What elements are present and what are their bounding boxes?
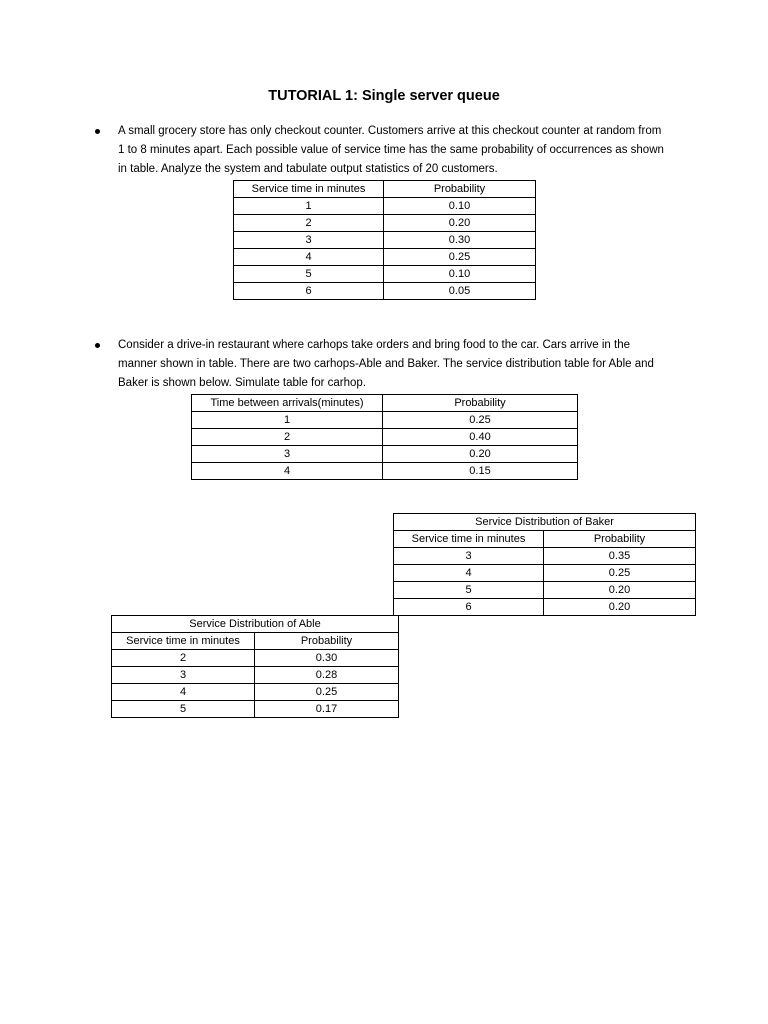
table-row <box>234 198 536 215</box>
table-row <box>192 429 578 446</box>
table-cell: 0.05 <box>384 283 536 300</box>
table-row <box>394 599 696 616</box>
table-cell: 3 <box>394 548 544 565</box>
table-row <box>192 463 578 480</box>
table-row <box>192 446 578 463</box>
table-cell: 3 <box>192 446 383 463</box>
table-row <box>112 667 399 684</box>
table-header-row <box>394 531 696 548</box>
table-header-row <box>192 395 578 412</box>
table-cell: 2 <box>234 215 384 232</box>
table-cell: 0.15 <box>383 463 578 480</box>
problem-1 <box>95 122 665 179</box>
header-cell: Service time in minutes <box>234 181 384 198</box>
header-cell: Probability <box>544 531 696 548</box>
table-row <box>394 548 696 565</box>
service-time-table <box>233 180 536 300</box>
table-row <box>112 701 399 718</box>
table-cell: 6 <box>394 599 544 616</box>
bullet-icon <box>95 129 100 134</box>
header-cell: Time between arrivals(minutes) <box>192 395 383 412</box>
table-cell: 2 <box>112 650 255 667</box>
table-row <box>112 650 399 667</box>
problem-1-text: A small grocery store has only checkout counter. Customers arrive at this checkout counter at random from 1 to 8 minutes apart. Each possible value of service time has the same probability of occurrences as shown in table. Analyze the system and tabulate output statistics of 20 customers. <box>118 125 664 175</box>
able-service-table <box>111 615 399 718</box>
table-cell: 0.30 <box>384 232 536 249</box>
table-cell: 0.17 <box>255 701 399 718</box>
table-cell: 1 <box>234 198 384 215</box>
table-cell: 1 <box>192 412 383 429</box>
table-cell: 0.25 <box>384 249 536 266</box>
bullet-icon <box>95 343 100 348</box>
table-cell: 5 <box>112 701 255 718</box>
header-cell: Service time in minutes <box>112 633 255 650</box>
table-cell: 0.10 <box>384 198 536 215</box>
table-header-row <box>234 181 536 198</box>
table-cell: 0.25 <box>255 684 399 701</box>
table-row <box>234 283 536 300</box>
table-cell: 5 <box>234 266 384 283</box>
table-row <box>234 266 536 283</box>
table-row <box>394 565 696 582</box>
table-cell: 0.20 <box>544 582 696 599</box>
table-cell: 4 <box>234 249 384 266</box>
problem-2-text: Consider a drive-in restaurant where carhops take orders and bring food to the car. Cars arrive in the manner shown in table. There are two carhops-Able and Baker. The service distribution table for Able and Baker is shown below. Simulate table for carhop. <box>118 339 654 389</box>
table-cell: 4 <box>192 463 383 480</box>
table-cell: 4 <box>394 565 544 582</box>
table-row <box>234 249 536 266</box>
table-cell: 5 <box>394 582 544 599</box>
table-row <box>394 582 696 599</box>
table-cell: 3 <box>234 232 384 249</box>
table-cell: 0.20 <box>544 599 696 616</box>
table-row <box>112 684 399 701</box>
table-caption: Service Distribution of Able <box>112 616 399 633</box>
table-cell: 4 <box>112 684 255 701</box>
table-header-row <box>112 633 399 650</box>
table-cell: 0.10 <box>384 266 536 283</box>
table-cell: 0.30 <box>255 650 399 667</box>
table-row <box>192 412 578 429</box>
table-caption-row <box>394 514 696 531</box>
table-cell: 0.25 <box>383 412 578 429</box>
arrivals-table <box>191 394 578 480</box>
table-caption: Service Distribution of Baker <box>394 514 696 531</box>
table-cell: 0.20 <box>383 446 578 463</box>
page-title: TUTORIAL 1: Single server queue <box>268 88 500 104</box>
table-cell: 3 <box>112 667 255 684</box>
header-cell: Probability <box>255 633 399 650</box>
table-caption-row <box>112 616 399 633</box>
table-cell: 0.35 <box>544 548 696 565</box>
table-row <box>234 232 536 249</box>
header-cell: Service time in minutes <box>394 531 544 548</box>
table-cell: 0.25 <box>544 565 696 582</box>
problem-2 <box>95 336 665 393</box>
header-cell: Probability <box>383 395 578 412</box>
table-cell: 0.40 <box>383 429 578 446</box>
table-cell: 2 <box>192 429 383 446</box>
header-cell: Probability <box>384 181 536 198</box>
table-cell: 6 <box>234 283 384 300</box>
baker-service-table <box>393 513 696 616</box>
table-cell: 0.28 <box>255 667 399 684</box>
table-row <box>234 215 536 232</box>
table-cell: 0.20 <box>384 215 536 232</box>
